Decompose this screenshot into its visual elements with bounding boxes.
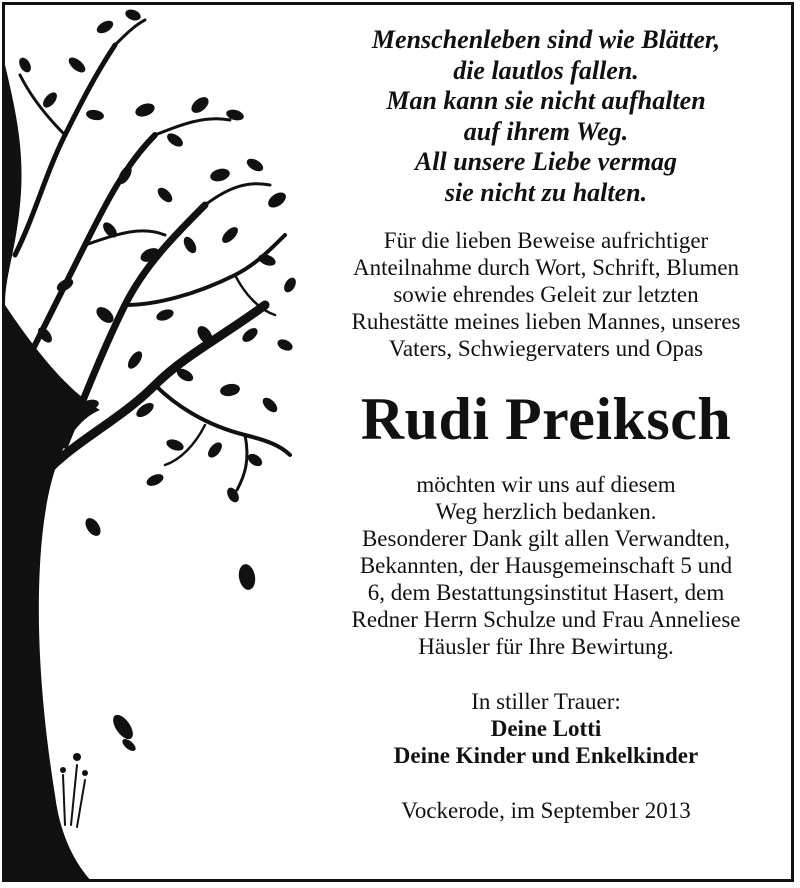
poem-line: die lautlos fallen.: [453, 55, 639, 85]
message-line: möchten wir uns auf diesem: [416, 472, 676, 497]
message-line: Häusler für Ihre Bewirtung.: [418, 634, 674, 659]
message-line: 6, dem Bestattungsinstitut Hasert, dem: [367, 580, 725, 605]
thanks-line: Ruhestätte meines lieben Mannes, unseres: [351, 309, 741, 334]
thanks-line: Vaters, Schwiegervaters und Opas: [388, 336, 704, 361]
notice-text: [295, 25, 794, 824]
tree-illustration: [5, 5, 305, 882]
signoff-intro: In stiller Trauer:: [471, 689, 621, 714]
obituary-notice: [2, 2, 794, 882]
place-date: Vockerode, im September 2013: [401, 798, 691, 823]
message-line: Besonderer Dank gilt allen Verwandten,: [361, 526, 731, 551]
deceased-name: Rudi Preiksch: [360, 386, 732, 452]
poem-line: Man kann sie nicht aufhalten: [386, 86, 706, 115]
thanks-line: Anteilnahme durch Wort, Schrift, Blumen: [352, 255, 740, 280]
signoff: [295, 688, 794, 769]
poem-line: auf ihrem Weg.: [463, 116, 629, 146]
signoff-line: Deine Lotti: [490, 716, 602, 741]
poem-line: sie nicht zu halten.: [444, 177, 648, 207]
message-line: Bekannten, der Hausgemeinschaft 5 und: [359, 553, 733, 578]
poem-line: Menschenleben sind wie Blätter,: [371, 25, 721, 54]
poem-line: All unsere Liebe vermag: [414, 147, 678, 176]
message-line: Redner Herrn Schulze und Frau Anneliese: [351, 607, 741, 632]
thanks-line: sowie ehrendes Geleit zur letzten: [393, 282, 699, 307]
thanks-paragraph: [295, 227, 794, 362]
message-paragraph: [295, 471, 794, 660]
signoff-line: Deine Kinder und Enkelkinder: [393, 743, 699, 768]
thanks-line: Für die lieben Beweise aufrichtiger: [383, 228, 709, 253]
message-line: Weg herzlich bedanken.: [435, 499, 657, 524]
poem: [295, 25, 794, 208]
